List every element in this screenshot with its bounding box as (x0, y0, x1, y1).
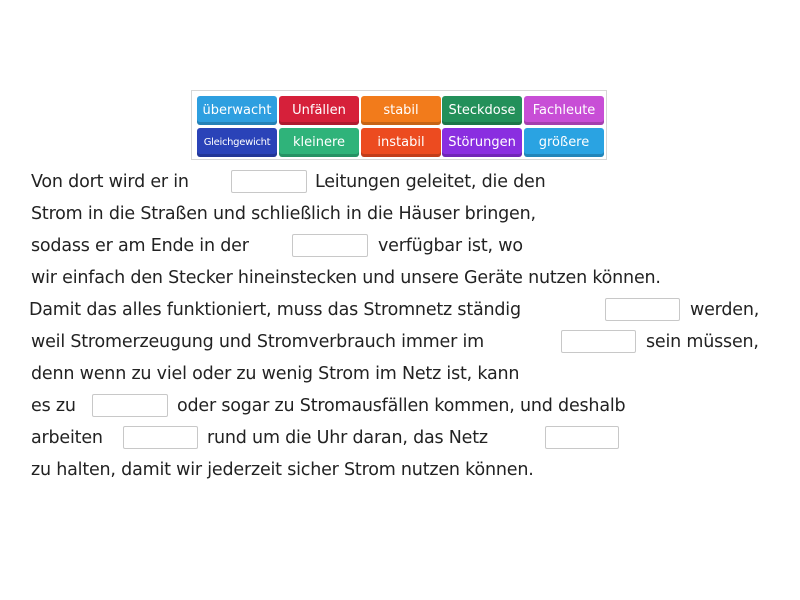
word-tile-kleinere[interactable]: kleinere (279, 128, 359, 157)
word-tile-grossere[interactable]: größere (524, 128, 604, 157)
text-line (0, 166, 800, 198)
sentence-text: sodass er am Ende in der (31, 236, 249, 256)
sentence-text: weil Stromerzeugung und Stromverbrauch immer im (31, 332, 484, 352)
drop-zone-7[interactable] (545, 426, 619, 449)
sentence-text: werden, (690, 300, 760, 320)
word-bank (191, 90, 607, 160)
word-tile-gleichgewicht[interactable]: Gleichgewicht (197, 128, 277, 157)
drop-zone-1[interactable] (231, 170, 307, 193)
word-tile-instabil[interactable]: instabil (361, 128, 441, 157)
drop-zone-2[interactable] (292, 234, 368, 257)
text-line (0, 294, 800, 326)
word-tile-steckdose[interactable]: Steckdose (442, 96, 522, 125)
sentence-text: rund um die Uhr daran, das Netz (207, 428, 488, 448)
sentence-text: es zu (31, 396, 76, 416)
text-line (0, 454, 800, 486)
word-tile-stabil[interactable]: stabil (361, 96, 441, 125)
word-tile-fachleute[interactable]: Fachleute (524, 96, 604, 125)
text-line (0, 262, 800, 294)
word-tile-uberwacht[interactable]: überwacht (197, 96, 277, 125)
word-tile-storungen[interactable]: Störungen (442, 128, 522, 157)
drop-zone-6[interactable] (123, 426, 198, 449)
sentence-text: Strom in die Straßen und schließlich in die Häuser bringen, (31, 204, 536, 224)
text-line (0, 230, 800, 262)
sentence-text: denn wenn zu viel oder zu wenig Strom im Netz ist, kann (31, 364, 520, 384)
drop-zone-5[interactable] (92, 394, 168, 417)
sentence-text: verfügbar ist, wo (378, 236, 523, 256)
sentence-text: wir einfach den Stecker hineinstecken und unsere Geräte nutzen können. (31, 268, 661, 288)
sentence-text: arbeiten (31, 428, 103, 448)
text-line (0, 390, 800, 422)
sentence-text: sein müssen, (646, 332, 759, 352)
sentence-text: oder sogar zu Stromausfällen kommen, und deshalb (177, 396, 626, 416)
text-line (0, 198, 800, 230)
word-tile-unfallen[interactable]: Unfällen (279, 96, 359, 125)
drop-zone-4[interactable] (561, 330, 636, 353)
sentence-text: Damit das alles funktioniert, muss das Stromnetz ständig (29, 300, 521, 320)
sentence-text: Von dort wird er in (31, 172, 189, 192)
text-line (0, 358, 800, 390)
drop-zone-3[interactable] (605, 298, 680, 321)
sentence-text: zu halten, damit wir jederzeit sicher Strom nutzen können. (31, 460, 534, 480)
sentence-text: Leitungen geleitet, die den (315, 172, 546, 192)
text-line (0, 326, 800, 358)
text-line (0, 422, 800, 454)
